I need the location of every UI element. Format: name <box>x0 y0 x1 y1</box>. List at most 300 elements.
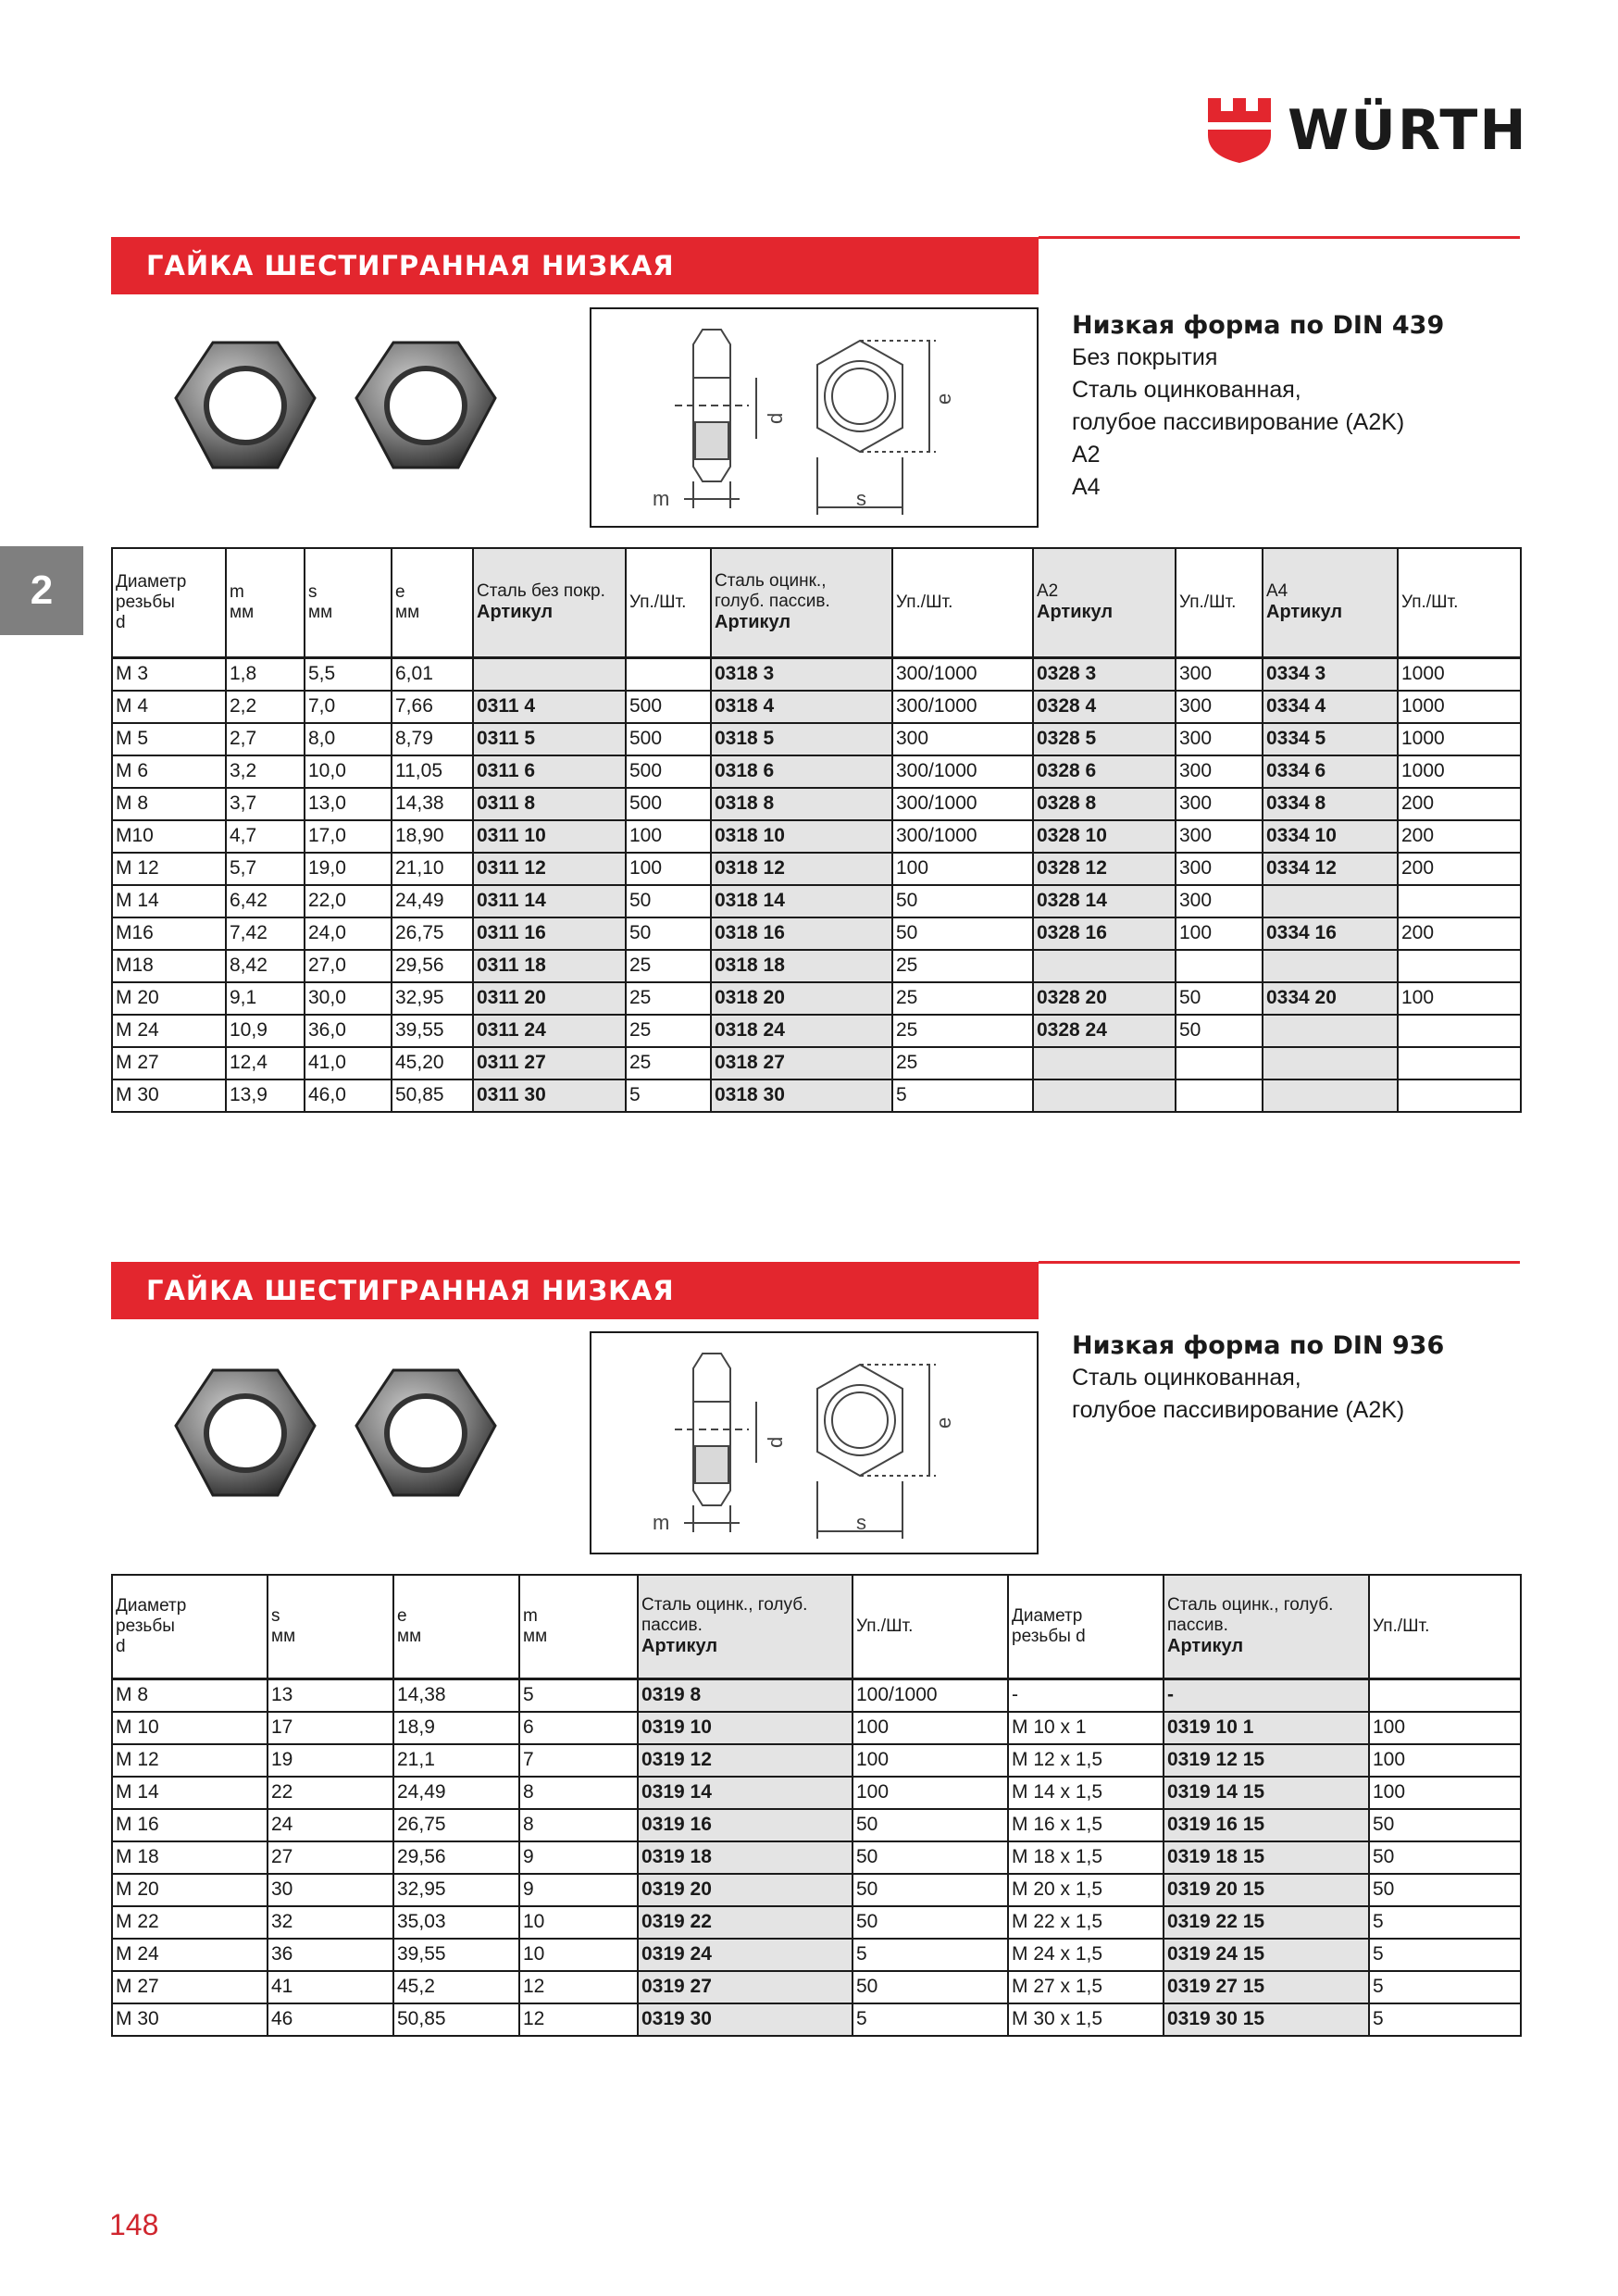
table-cell: 0319 10 1 <box>1164 1712 1369 1744</box>
table-cell: 50 <box>853 1906 1008 1939</box>
table-cell: M 20 x 1,5 <box>1008 1874 1164 1906</box>
column-header <box>711 548 892 657</box>
table-cell: 5 <box>853 2003 1008 2036</box>
product-description <box>1072 309 1444 504</box>
table-cell: 8 <box>519 1777 638 1809</box>
column-header-line: A4 <box>1266 581 1288 602</box>
table-cell <box>1033 950 1176 982</box>
column-header-line: мм <box>395 602 420 622</box>
table-row <box>112 657 1521 691</box>
column-header-line: Уп./Шт. <box>629 592 687 612</box>
table-cell: 0328 12 <box>1033 853 1176 885</box>
column-header-line: Диаметр <box>116 571 187 592</box>
table-cell <box>1398 1079 1521 1112</box>
table-row <box>112 1047 1521 1079</box>
table-cell: 0328 3 <box>1033 657 1176 691</box>
table-cell: 0318 10 <box>711 820 892 853</box>
table-cell: 45,20 <box>392 1047 473 1079</box>
table-cell: 30 <box>268 1874 393 1906</box>
table-cell: 46 <box>268 2003 393 2036</box>
table-cell <box>1398 1015 1521 1047</box>
column-header-line: Сталь оцинк., голуб. <box>641 1595 808 1616</box>
table-cell: 6,42 <box>226 885 305 917</box>
table-cell: M 14 x 1,5 <box>1008 1777 1164 1809</box>
table-cell: 50 <box>626 917 711 950</box>
table-cell: M16 <box>112 917 226 950</box>
table-cell: 0318 18 <box>711 950 892 982</box>
table-cell: 7 <box>519 1744 638 1777</box>
table-cell: 9 <box>519 1874 638 1906</box>
column-header-line: s <box>308 581 317 602</box>
table-cell: 0319 14 15 <box>1164 1777 1369 1809</box>
table-cell: 0311 27 <box>473 1047 626 1079</box>
column-header <box>1008 1575 1164 1678</box>
table-cell: 32,95 <box>393 1874 519 1906</box>
table-cell: 0334 8 <box>1263 788 1398 820</box>
column-header-line: мм <box>230 602 255 622</box>
table-cell: 0319 27 <box>638 1971 853 2003</box>
table-cell <box>1263 950 1398 982</box>
table-cell: 0334 10 <box>1263 820 1398 853</box>
table-cell: M 30 <box>112 2003 268 2036</box>
table-cell: 14,38 <box>393 1678 519 1712</box>
page-number: 148 <box>109 2208 159 2241</box>
table-cell <box>1263 1015 1398 1047</box>
table-cell: 0328 5 <box>1033 723 1176 755</box>
table-cell: 5 <box>1369 1971 1521 2003</box>
table-cell: M 24 <box>112 1015 226 1047</box>
table-cell <box>473 657 626 691</box>
table-cell: 13 <box>268 1678 393 1712</box>
standard-title: Низкая форма по DIN 439 <box>1072 311 1445 340</box>
table-cell: 300/1000 <box>892 755 1033 788</box>
table-cell: 0334 16 <box>1263 917 1398 950</box>
table-cell: 0319 8 <box>638 1678 853 1712</box>
table-cell: 21,1 <box>393 1744 519 1777</box>
table-row <box>112 1841 1521 1874</box>
table-cell: 35,03 <box>393 1906 519 1939</box>
table-cell: 300 <box>1176 657 1263 691</box>
table-cell: 0311 5 <box>473 723 626 755</box>
table-cell: 41,0 <box>305 1047 392 1079</box>
table-cell: M 20 <box>112 1874 268 1906</box>
table-cell: 19 <box>268 1744 393 1777</box>
table-cell <box>1263 1079 1398 1112</box>
column-header <box>392 548 473 657</box>
table-cell: M 24 <box>112 1939 268 1971</box>
table-cell: 12,4 <box>226 1047 305 1079</box>
table-cell: 17,0 <box>305 820 392 853</box>
table-cell: 5 <box>1369 2003 1521 2036</box>
table-cell: 100 <box>1369 1777 1521 1809</box>
column-header-line: s <box>271 1605 280 1626</box>
column-header <box>268 1575 393 1678</box>
column-header <box>112 548 226 657</box>
table-cell: M 3 <box>112 657 226 691</box>
table-cell: M 18 <box>112 1841 268 1874</box>
table-cell: 25 <box>626 950 711 982</box>
drawing-label-m: m <box>653 487 670 510</box>
section-title-bar <box>111 237 1039 294</box>
table-cell: 0318 12 <box>711 853 892 885</box>
column-header-line: Сталь без покр. <box>477 581 605 602</box>
table-cell: 9 <box>519 1841 638 1874</box>
table-cell: 0319 16 15 <box>1164 1809 1369 1841</box>
table-cell: 0311 16 <box>473 917 626 950</box>
table-cell: 25 <box>892 982 1033 1015</box>
column-header <box>853 1575 1008 1678</box>
column-header <box>1398 548 1521 657</box>
column-header-line: Артикул <box>715 612 791 633</box>
table-cell: 100 <box>1398 982 1521 1015</box>
table-cell: 25 <box>892 1047 1033 1079</box>
table-cell: 0318 14 <box>711 885 892 917</box>
column-header <box>112 1575 268 1678</box>
column-header-line: Уп./Шт. <box>856 1616 914 1636</box>
table-cell: 24,49 <box>392 885 473 917</box>
table-cell: 5 <box>519 1678 638 1712</box>
table-cell: 39,55 <box>393 1939 519 1971</box>
table-cell: 39,55 <box>392 1015 473 1047</box>
table-cell: 32 <box>268 1906 393 1939</box>
table-row <box>112 1874 1521 1906</box>
table-row <box>112 691 1521 723</box>
table-cell: 50 <box>853 1971 1008 2003</box>
table-cell: 7,0 <box>305 691 392 723</box>
table-cell: 1000 <box>1398 691 1521 723</box>
column-header-line: m <box>523 1605 538 1626</box>
table-cell: 100 <box>892 853 1033 885</box>
column-header <box>626 548 711 657</box>
table-cell: 27,0 <box>305 950 392 982</box>
table-cell: M 14 <box>112 1777 268 1809</box>
column-header-line: Уп./Шт. <box>896 592 953 612</box>
table-cell: 5 <box>892 1079 1033 1112</box>
column-header-line: e <box>395 581 405 602</box>
section-rule <box>1039 1261 1520 1264</box>
table-cell: 0319 16 <box>638 1809 853 1841</box>
table-cell: 8,79 <box>392 723 473 755</box>
column-header-line: пассив. <box>1167 1616 1228 1636</box>
section-title-bar <box>111 1262 1039 1319</box>
table-cell <box>1033 1079 1176 1112</box>
table-cell: M 12 <box>112 1744 268 1777</box>
table-cell: 500 <box>626 755 711 788</box>
table-cell: 10,0 <box>305 755 392 788</box>
drawing-label-s: s <box>856 487 866 510</box>
table-cell: M 8 <box>112 788 226 820</box>
table-row <box>112 1079 1521 1112</box>
table-row <box>112 820 1521 853</box>
table-cell: 0318 16 <box>711 917 892 950</box>
table-row <box>112 1971 1521 2003</box>
desc-line: A4 <box>1072 474 1101 500</box>
table-cell: 0319 27 15 <box>1164 1971 1369 2003</box>
column-header <box>1033 548 1176 657</box>
drawing-label-s: s <box>856 1511 866 1534</box>
drawing-label-m: m <box>653 1511 670 1534</box>
table-cell: M 27 <box>112 1047 226 1079</box>
table-cell: 30,0 <box>305 982 392 1015</box>
column-header-line: Артикул <box>1266 602 1343 623</box>
table-cell: 6,01 <box>392 657 473 691</box>
table-row <box>112 885 1521 917</box>
table-cell: 0318 30 <box>711 1079 892 1112</box>
table-cell: 100 <box>853 1744 1008 1777</box>
table-cell: 500 <box>626 723 711 755</box>
table-header-row <box>112 1575 1521 1678</box>
table-row <box>112 755 1521 788</box>
table-cell: 5,7 <box>226 853 305 885</box>
drawing-label-d: d <box>764 412 787 424</box>
table-cell: M 30 <box>112 1079 226 1112</box>
table-cell: 0311 10 <box>473 820 626 853</box>
table-cell: 4,7 <box>226 820 305 853</box>
table-cell: 100 <box>1176 917 1263 950</box>
table-cell: M 10 <box>112 1712 268 1744</box>
table-cell: 0318 24 <box>711 1015 892 1047</box>
table-cell: 1,8 <box>226 657 305 691</box>
table-cell: 0319 12 15 <box>1164 1744 1369 1777</box>
table-cell: 0318 5 <box>711 723 892 755</box>
table-cell: 50,85 <box>392 1079 473 1112</box>
drawing-label-e: e <box>932 1416 955 1429</box>
table-cell: 0319 30 <box>638 2003 853 2036</box>
table-cell: 0328 16 <box>1033 917 1176 950</box>
table-row <box>112 1744 1521 1777</box>
table-row <box>112 917 1521 950</box>
table-cell: 29,56 <box>392 950 473 982</box>
table-cell: 300/1000 <box>892 788 1033 820</box>
table-cell: 8 <box>519 1809 638 1841</box>
chapter-tab: 2 <box>0 546 83 635</box>
table-cell: 100 <box>853 1777 1008 1809</box>
table-cell: 0319 18 <box>638 1841 853 1874</box>
table-cell: 26,75 <box>393 1809 519 1841</box>
table-cell: 0319 20 15 <box>1164 1874 1369 1906</box>
column-header-line: m <box>230 581 244 602</box>
table-cell: 17 <box>268 1712 393 1744</box>
table-cell: 0334 3 <box>1263 657 1398 691</box>
column-header-line: e <box>397 1605 407 1626</box>
table-cell <box>1263 1047 1398 1079</box>
din439-table <box>111 547 1522 1113</box>
column-header-line: Уп./Шт. <box>1373 1616 1430 1636</box>
table-cell: 50 <box>1176 982 1263 1015</box>
table-cell: 1000 <box>1398 723 1521 755</box>
table-header-row <box>112 548 1521 657</box>
table-cell: 26,75 <box>392 917 473 950</box>
table-cell: 300 <box>1176 723 1263 755</box>
table-cell: M10 <box>112 820 226 853</box>
table-cell: 10 <box>519 1906 638 1939</box>
column-header-line: Артикул <box>1167 1636 1244 1657</box>
table-cell: 300/1000 <box>892 691 1033 723</box>
table-cell: M 22 x 1,5 <box>1008 1906 1164 1939</box>
table-cell: 9,1 <box>226 982 305 1015</box>
nut-photo <box>157 1361 528 1546</box>
table-cell: 0328 14 <box>1033 885 1176 917</box>
din936-table <box>111 1574 1522 2037</box>
table-cell: 50,85 <box>393 2003 519 2036</box>
column-header <box>1176 548 1263 657</box>
table-cell <box>1176 950 1263 982</box>
table-cell: 100 <box>1369 1712 1521 1744</box>
table-cell: 50 <box>853 1841 1008 1874</box>
table-cell: 6 <box>519 1712 638 1744</box>
column-header-line: резьбы <box>116 592 175 612</box>
standard-title: Низкая форма по DIN 936 <box>1072 1331 1445 1360</box>
table-cell: 13,9 <box>226 1079 305 1112</box>
column-header-line: Уп./Шт. <box>1179 592 1237 612</box>
table-cell: 0318 4 <box>711 691 892 723</box>
table-cell: 0319 12 <box>638 1744 853 1777</box>
column-header-line: Диаметр <box>116 1595 187 1616</box>
table-cell: 2,2 <box>226 691 305 723</box>
table-row <box>112 982 1521 1015</box>
table-row <box>112 1906 1521 1939</box>
table-cell: 1000 <box>1398 657 1521 691</box>
column-header-line: пассив. <box>641 1616 703 1636</box>
table-cell: 27 <box>268 1841 393 1874</box>
table-cell: 12 <box>519 2003 638 2036</box>
table-cell <box>1176 1047 1263 1079</box>
column-header <box>1263 548 1398 657</box>
table-cell: 32,95 <box>392 982 473 1015</box>
table-cell: 12 <box>519 1971 638 2003</box>
desc-line: голубое пассивирование (A2K) <box>1072 1397 1405 1423</box>
table-cell: - <box>1008 1678 1164 1712</box>
table-cell: 46,0 <box>305 1079 392 1112</box>
table-cell: 0311 8 <box>473 788 626 820</box>
table-cell: 21,10 <box>392 853 473 885</box>
column-header <box>305 548 392 657</box>
section-title: ГАЙКА ШЕСТИГРАННАЯ НИЗКАЯ <box>146 1275 675 1306</box>
column-header-line: d <box>116 1636 126 1656</box>
table-cell: M 18 x 1,5 <box>1008 1841 1164 1874</box>
table-cell: 0311 4 <box>473 691 626 723</box>
table-cell: 50 <box>1369 1809 1521 1841</box>
table-cell: 25 <box>892 950 1033 982</box>
table-cell: 41 <box>268 1971 393 2003</box>
table-cell <box>626 657 711 691</box>
table-cell: 1000 <box>1398 755 1521 788</box>
table-cell: 300/1000 <box>892 820 1033 853</box>
column-header-line: резьбы d <box>1012 1626 1086 1646</box>
table-row <box>112 2003 1521 2036</box>
table-cell <box>1176 1079 1263 1112</box>
table-cell: 0328 8 <box>1033 788 1176 820</box>
table-cell: 0311 12 <box>473 853 626 885</box>
table-cell: 50 <box>892 885 1033 917</box>
column-header-line: Уп./Шт. <box>1401 592 1459 612</box>
column-header <box>892 548 1033 657</box>
table-cell: 300 <box>1176 820 1263 853</box>
product-description <box>1072 1329 1444 1427</box>
table-cell: 0328 24 <box>1033 1015 1176 1047</box>
table-cell: 45,2 <box>393 1971 519 2003</box>
table-cell <box>1263 885 1398 917</box>
table-row <box>112 1015 1521 1047</box>
table-cell: - <box>1164 1678 1369 1712</box>
technical-drawing <box>590 307 1039 528</box>
table-cell: 50 <box>853 1874 1008 1906</box>
table-cell: M 20 <box>112 982 226 1015</box>
brand-name: WÜRTH <box>1288 98 1528 163</box>
section-title: ГАЙКА ШЕСТИГРАННАЯ НИЗКАЯ <box>146 250 675 281</box>
table-cell: M 16 <box>112 1809 268 1841</box>
table-cell: 5 <box>1369 1939 1521 1971</box>
table-cell: 200 <box>1398 820 1521 853</box>
table-cell: 36,0 <box>305 1015 392 1047</box>
table-cell: 0328 4 <box>1033 691 1176 723</box>
column-header <box>473 548 626 657</box>
column-header-line: Артикул <box>477 602 554 623</box>
nut-photo <box>157 333 528 518</box>
column-header-line: Артикул <box>1037 602 1114 623</box>
column-header-line: мм <box>397 1626 422 1646</box>
table-cell: 13,0 <box>305 788 392 820</box>
table-cell: 19,0 <box>305 853 392 885</box>
table-cell: 100 <box>626 853 711 885</box>
table-cell: 5 <box>626 1079 711 1112</box>
table-cell: 0334 20 <box>1263 982 1398 1015</box>
table-cell: M 30 x 1,5 <box>1008 2003 1164 2036</box>
table-cell: 10,9 <box>226 1015 305 1047</box>
table-cell <box>1398 950 1521 982</box>
table-cell: M 27 x 1,5 <box>1008 1971 1164 2003</box>
column-header-line: Сталь оцинк., <box>715 571 827 592</box>
table-cell <box>1398 1047 1521 1079</box>
table-cell: 300 <box>1176 788 1263 820</box>
drawing-label-e: e <box>932 393 955 405</box>
table-row <box>112 1809 1521 1841</box>
table-cell: 0318 6 <box>711 755 892 788</box>
table-cell: 0311 18 <box>473 950 626 982</box>
table-cell: 0319 30 15 <box>1164 2003 1369 2036</box>
table-cell: 18,90 <box>392 820 473 853</box>
table-cell: 25 <box>626 982 711 1015</box>
table-cell: 0311 20 <box>473 982 626 1015</box>
table-cell: M 8 <box>112 1678 268 1712</box>
table-cell: 14,38 <box>392 788 473 820</box>
table-cell: 300 <box>1176 885 1263 917</box>
table-cell: M 6 <box>112 755 226 788</box>
table-cell: 5 <box>1369 1906 1521 1939</box>
desc-line: Сталь оцинкованная, <box>1072 1365 1301 1391</box>
table-cell: 22 <box>268 1777 393 1809</box>
column-header-line: мм <box>271 1626 296 1646</box>
table-cell: 0334 4 <box>1263 691 1398 723</box>
table-cell: M 14 <box>112 885 226 917</box>
table-row <box>112 788 1521 820</box>
table-cell: 0319 20 <box>638 1874 853 1906</box>
table-cell: 5 <box>853 1939 1008 1971</box>
table-cell: 0328 20 <box>1033 982 1176 1015</box>
table-cell: 300/1000 <box>892 657 1033 691</box>
table-cell: 11,05 <box>392 755 473 788</box>
table-cell: 500 <box>626 788 711 820</box>
table-cell: 0319 10 <box>638 1712 853 1744</box>
table-cell: 0311 30 <box>473 1079 626 1112</box>
table-cell: 5,5 <box>305 657 392 691</box>
desc-line: A2 <box>1072 442 1101 468</box>
column-header <box>1369 1575 1521 1678</box>
table-cell: 24,0 <box>305 917 392 950</box>
table-cell: 100 <box>626 820 711 853</box>
table-cell: 3,7 <box>226 788 305 820</box>
technical-drawing <box>590 1331 1039 1554</box>
